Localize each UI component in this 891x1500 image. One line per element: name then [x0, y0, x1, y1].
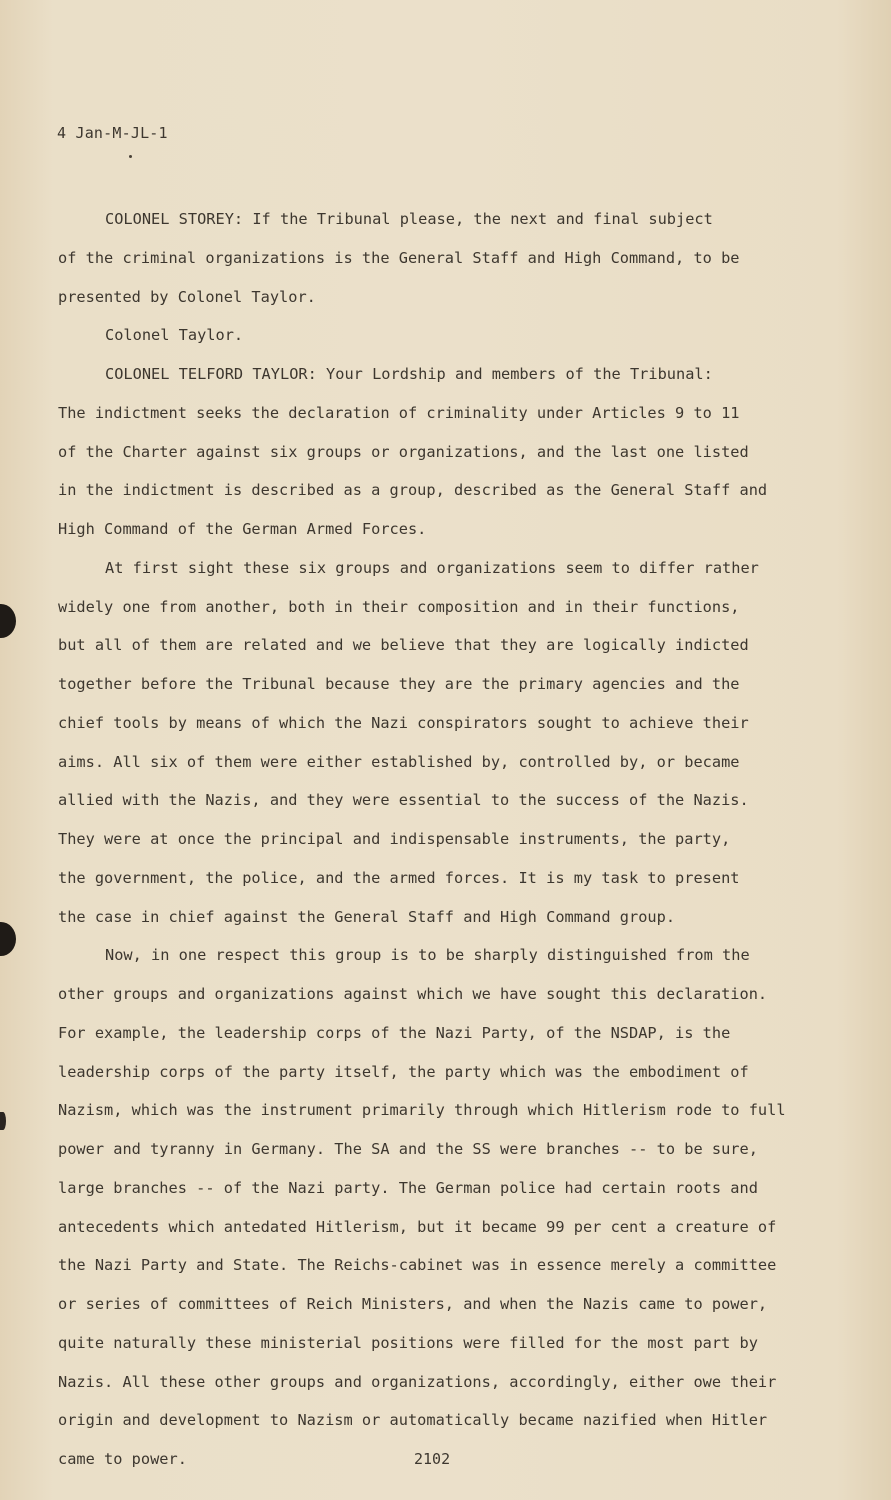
text-line: They were at once the principal and indispensable instruments, the party, — [58, 830, 731, 848]
text-line: of the criminal organizations is the General Staff and High Command, to be — [58, 248, 740, 267]
text-line: widely one from another, both in their composition and in their functions, — [58, 597, 740, 616]
edge-mark — [0, 1112, 6, 1130]
text-line: aims. All six of them were either established by, controlled by, or became — [58, 752, 740, 771]
text-line: came to power. — [58, 1450, 187, 1468]
ink-dot — [129, 155, 132, 158]
text-line: High Command of the German Armed Forces. — [58, 520, 427, 538]
page-number: 2102 — [414, 1450, 451, 1468]
text-line: leadership corps of the party itself, the party which was the embodiment of — [58, 1062, 749, 1081]
text-line: allied with the Nazis, and they were essential to the success of the Nazis. — [58, 791, 749, 810]
text-line: the government, the police, and the armed forces. It is my task to present — [58, 868, 740, 887]
text-line: other groups and organizations against which we have sought this declaration. — [58, 985, 768, 1003]
text-line: For example, the leadership corps of the Nazi Party, of the NSDAP, is the — [58, 1023, 731, 1042]
text-line: Nazis. All these other groups and organizations, accordingly, either owe their — [58, 1372, 777, 1391]
text-line: Now, in one respect this group is to be sharply distinguished from the — [105, 946, 750, 965]
text-line: the case in chief against the General Staff and High Command group. — [58, 907, 676, 926]
text-line: but all of them are related and we believe that they are logically indicted — [58, 636, 749, 655]
text-line: The indictment seeks the declaration of criminality under Articles 9 to 11 — [58, 403, 740, 422]
text-line: chief tools by means of which the Nazi conspirators sought to achieve their — [58, 713, 749, 732]
punch-hole-top — [0, 604, 16, 638]
punch-hole-middle — [0, 922, 16, 956]
text-line: antecedents which antedated Hitlerism, but it became 99 per cent a creature of — [58, 1217, 777, 1236]
text-line: presented by Colonel Taylor. — [58, 287, 316, 306]
text-line: the Nazi Party and State. The Reichs-cabinet was in essence merely a committee — [58, 1256, 777, 1275]
text-line: quite naturally these ministerial positions were filled for the most part by — [58, 1333, 758, 1352]
text-line: COLONEL TELFORD TAYLOR: Your Lordship and members of the Tribunal: — [105, 365, 713, 383]
text-line: large branches -- of the Nazi party. The German police had certain roots and — [58, 1178, 758, 1197]
text-line: power and tyranny in Germany. The SA and the SS were branches -- to be sure, — [58, 1140, 758, 1158]
text-line: origin and development to Nazism or automatically became nazified when Hitler — [58, 1411, 768, 1430]
transcript-body — [58, 200, 848, 1479]
text-line: of the Charter against six groups or organizations, and the last one listed — [58, 442, 749, 461]
text-line: together before the Tribunal because they are the primary agencies and the — [58, 675, 740, 693]
final-line-row — [58, 1440, 848, 1479]
text-line: COLONEL STOREY: If the Tribunal please, the next and final subject — [105, 210, 713, 228]
text-line: in the indictment is described as a group, described as the General Staff and — [58, 481, 768, 500]
text-line: or series of committees of Reich Ministers, and when the Nazis came to power, — [58, 1295, 768, 1313]
document-header: 4 Jan-M-JL-1 — [57, 124, 168, 142]
text-line: Colonel Taylor. — [105, 326, 244, 345]
text-line: Nazism, which was the instrument primarily through which Hitlerism rode to full — [58, 1101, 786, 1120]
text-line: At first sight these six groups and organizations seem to differ rather — [105, 558, 759, 577]
